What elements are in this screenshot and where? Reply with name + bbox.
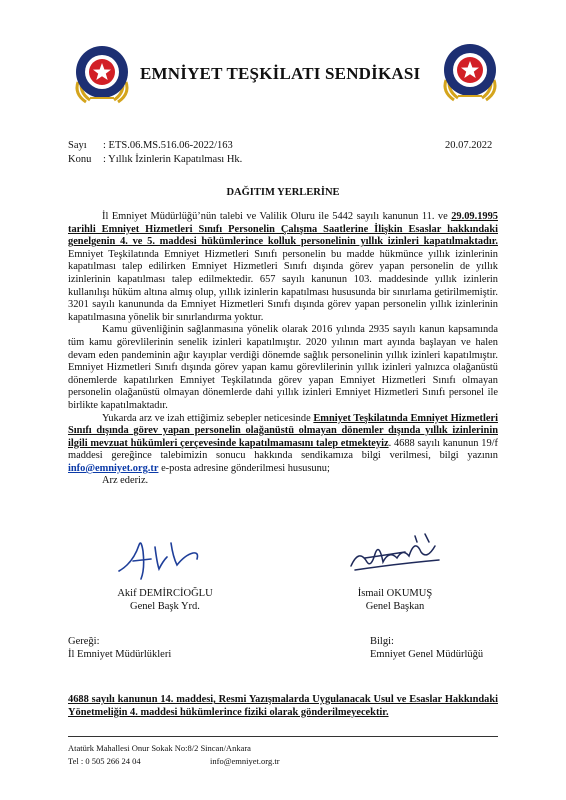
recipient-heading: DAĞITIM YERLERİNE xyxy=(226,187,340,198)
footer-phone: Tel : 0 505 266 24 04 xyxy=(68,756,141,766)
emblem-icon xyxy=(70,42,134,106)
action-value: İl Emniyet Müdürlükleri xyxy=(68,649,172,660)
signatory-left-name: Akif DEMİRCİOĞLU xyxy=(117,588,213,599)
signatory-left-title: Genel Başk Yrd. xyxy=(130,601,200,612)
info-label: Bilgi: xyxy=(370,636,394,647)
document-date: 20.07.2022 xyxy=(445,140,493,151)
footer-divider xyxy=(68,736,498,737)
email-link[interactable]: info@emniyet.org.tr xyxy=(68,462,159,474)
signatory-right-title: Genel Başkan xyxy=(365,601,425,612)
union-logo-right xyxy=(438,40,502,104)
signature-left xyxy=(115,535,205,583)
reference-number-value: : ETS.06.MS.516.06-2022/163 xyxy=(103,140,233,151)
paragraph-3 xyxy=(68,413,498,476)
organization-title: EMNİYET TEŞKİLATI SENDİKASI xyxy=(140,64,421,83)
handwritten-signature-icon xyxy=(115,535,205,583)
subject-label: Konu xyxy=(68,154,92,165)
paragraph-3-end: e-posta adresine gönderilmesi hususunu; xyxy=(158,462,330,474)
signatory-left xyxy=(100,587,230,613)
subject-value: : Yıllık İzinlerin Kapatılması Hk. xyxy=(103,154,243,165)
info-recipients xyxy=(370,635,483,661)
handwritten-signature-icon xyxy=(345,528,445,580)
paragraph-3-intro: Yukarda arz ve izah ettiğimiz sebepler neticesinde xyxy=(102,412,314,424)
paragraph-3-emphasis: Emniyet Teşkilatında Emniyet Hizmetleri Sınıfı dışında görev yapan personelin olağanüstü olmayan dönemler dışında yıllık izinlerinin ilgili mevzuat hükümleri çerçevesinde kapatılmamasını talep etmekteyiz xyxy=(68,412,498,449)
footer-email: info@emniyet.org.tr xyxy=(210,756,280,766)
signatory-right xyxy=(335,587,455,613)
paragraph-1-rest: Emniyet Teşkilatında Emniyet Hizmetleri Sınıfı personelin bu madde hükmünce yıllık izinlerinin kapatılması talep edilirken Emniyet Hizmetleri Sınıfı dışında görev yapan personelin de yıllık izinlerinin kapatılması talep edilmektedir. 657 sayılı kanunun 103. maddesinde yıllık izinlerin kullanılışı hüküm altına almış olup, yıllık izinlerin kapatılması hususunda bir sınırlama getirilmemiştir. 3201 sayılı kanununda da Emniyet Hizmetleri Sınıfı dışında görev yapan personelin yıllık izinlerinin kapatılmasına yönelik bir sınırlandırma yoktur. xyxy=(68,248,498,323)
letter-body xyxy=(68,211,498,488)
signature-right xyxy=(345,528,445,580)
action-label: Gereği: xyxy=(68,636,100,647)
paragraph-1-emphasis: 29.09.1995 tarihli Emniyet Hizmetleri Sınıfı Personelin Çalışma Saatlerine İlişkin Esaslar hakkındaki genelgenin 4. ve 5. maddesi hükümlerince kolluk personelinin yıllık izinleri kapatılmaktadır. xyxy=(68,211,498,248)
legal-notice: 4688 sayılı kanunun 14. maddesi, Resmi Yazışmalarda Uygulanacak Usul ve Esaslar Hakkındaki Yönetmeliğin 4. maddesi hükümlerince fiziki olarak gönderilmeyecektir. xyxy=(68,694,498,718)
closing-line: Arz ederiz. xyxy=(102,475,149,487)
signatory-right-name: İsmail OKUMUŞ xyxy=(357,588,433,599)
union-logo-left xyxy=(70,42,134,106)
info-value: Emniyet Genel Müdürlüğü xyxy=(370,649,484,660)
action-recipients xyxy=(68,635,171,661)
paragraph-1-intro: İl Emniyet Müdürlüğü’nün talebi ve Valilik Oluru ile 5442 sayılı kanunun 11. ve xyxy=(102,211,452,222)
paragraph-3-middle: . 4688 sayılı kanunun 19/f maddesi gereğince talebimizin sonucu hakkında sendikamıza bilgi verilmesi, bilgi yazının xyxy=(68,437,498,462)
paragraph-2: Kamu güvenliğinin sağlanmasına yönelik olarak 2016 yılında 2935 sayılı kanun kapsamında tüm kamu görevlilerinin senelik izinleri kapatılmıştır. 2020 yılının mart ayında başlayan ve halen devam eden pandeminin ağır kayıplar verdiği dönemde sağlık personelinin yıllık izinleri kapatılmıştır. Emniyet Hizmetleri Sınıfı dışında görev yapan kamu görevlilerinin yıllık izinleri yalnızca olağanüstü dönemlerde kapatılırken Emniyet Teşkilatında görev yapan Emniyet Hizmetleri Sınıfı olmayan personelin olağanüstü olmayan dönemlerde dahi yıllık izinleri Emniyet Hizmetleri Sınıfı personel ile birlikte kapatılmaktadır. xyxy=(68,324,498,411)
footer-address: Atatürk Mahallesi Onur Sokak No:8/2 Sincan/Ankara xyxy=(68,743,251,753)
reference-number-label: Sayı xyxy=(68,140,87,151)
paragraph-1 xyxy=(68,211,498,324)
emblem-icon xyxy=(438,40,502,104)
